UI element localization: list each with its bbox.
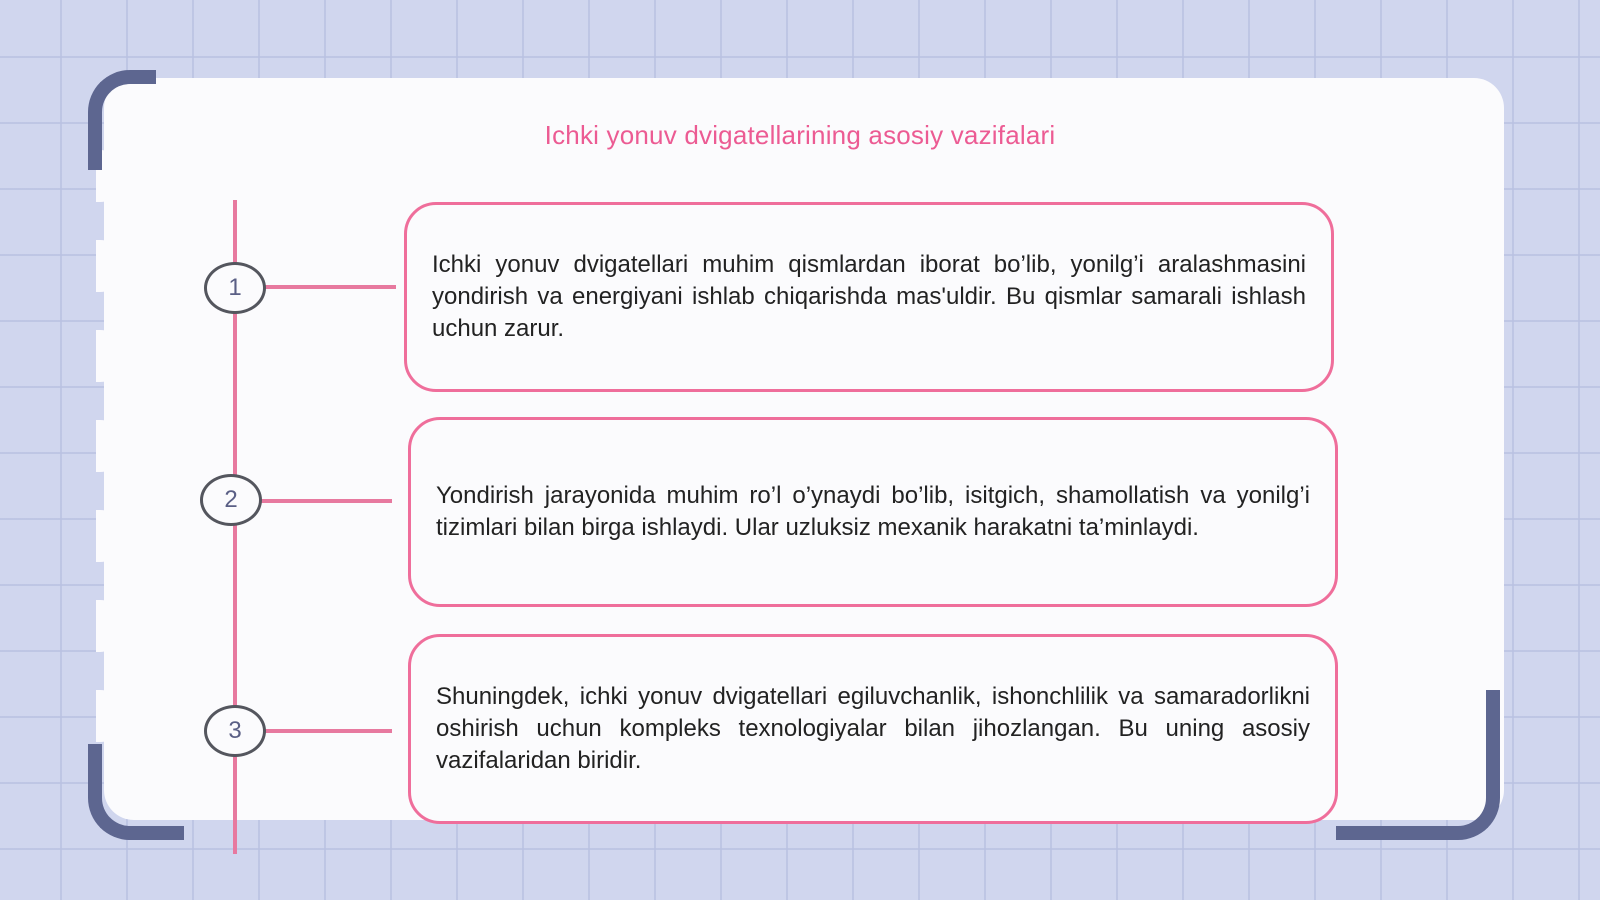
step-card (404, 202, 1334, 392)
step-connector (264, 729, 392, 733)
step-card (408, 417, 1338, 607)
step-number-badge: 1 (204, 262, 266, 314)
step-connector (264, 285, 396, 289)
step-number-badge: 2 (200, 474, 262, 526)
step-card (408, 634, 1338, 824)
slide-title: Ichki yonuv dvigatellarining asosiy vazifalari (544, 120, 1056, 150)
step-connector (260, 499, 392, 503)
step-text: Shuningdek, ichki yonuv dvigatellari egiluvchanlik, ishonchlilik va samaradorlikni oshirish uchun kompleks texnologiyalar bilan jihozlangan. Bu uning asosiy vazifalaridan biridir. (436, 683, 1310, 774)
corner-bracket-bottom-right (1336, 690, 1500, 840)
step-number-badge: 3 (204, 705, 266, 757)
corner-bracket-bottom-left (88, 744, 184, 840)
step-text: Yondirish jarayonida muhim ro’l o’ynaydi bo’lib, isitgich, shamollatish va yonilg’i tizimlari bilan birga ishlaydi. Ular uzluksiz mexanik harakatni ta’minlaydi. (436, 482, 1310, 541)
step-text: Ichki yonuv dvigatellari muhim qismlardan iborat bo’lib, yonilg’i aralashmasini yondirish va energiyani ishlab chiqarishda mas'uldir. Bu qismlar samarali ishlash uchun zarur. (432, 251, 1306, 342)
